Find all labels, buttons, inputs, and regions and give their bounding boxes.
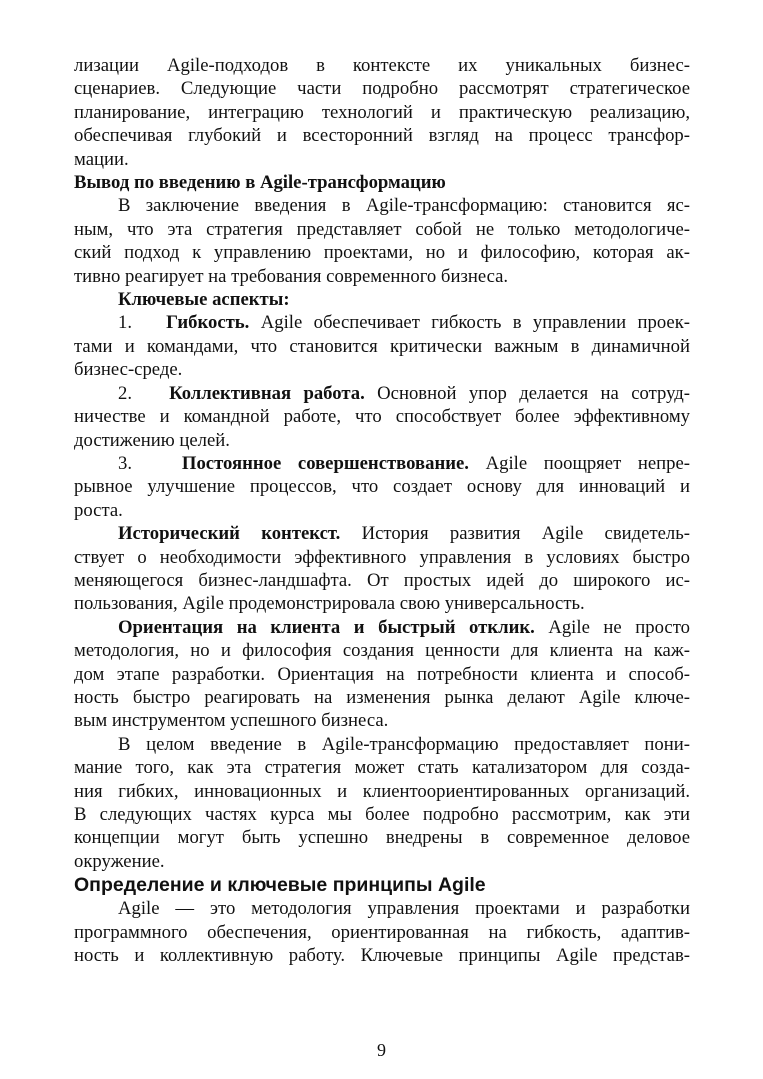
text-line [74,311,690,334]
text-line: ния гибких, инновационных и клиентоориентированных организаций. [74,780,690,802]
text-line: лизации Agile-подходов в контексте их уникальных бизнес- [74,55,690,76]
historic-context-paragraph [74,522,690,616]
text-line [74,616,690,639]
list-number: 2. [118,382,133,404]
list-item-text: Agile обеспечивает гибкость в управлении проек- [260,312,691,334]
client-orientation-paragraph [74,616,690,733]
section-heading-conclusion: Вывод по введению в Agile-трансформацию [74,172,446,194]
key-aspects-label: Ключевые аспекты: [118,289,290,311]
text-line: окружение. [74,850,165,872]
agile-definition-paragraph [74,897,690,967]
historic-context-title: Исторический контекст. [118,523,341,545]
summary-paragraph [74,733,690,873]
text-line: методология, но и философия создания ценности для клиента на каж- [74,640,690,662]
text-line: программного обеспечения, ориентированная на гибкость, адаптив- [74,921,690,943]
text-line: планирование, интеграцию технологий и практическую реализацию, [74,101,690,123]
list-item-text: Основной упор делается на сотруд- [377,382,690,404]
text-line: пользования, Agile продемонстрировала свою универсальность. [74,593,585,615]
list-item-title: Постоянное совершенствование. [181,452,469,474]
text-line: Agile — это методология управления проектами и разработки [118,898,690,920]
client-orientation-title: Ориентация на клиента и быстрый отклик. [118,616,535,638]
list-number: 1. [118,312,133,334]
list-item-text: Agile поощряет непре- [485,452,691,474]
text-line [74,382,690,405]
historic-context-text: История развития Agile свидетель- [361,523,691,545]
text-line: мание того, как эта стратегия может стать катализатором для созда- [74,757,690,779]
list-item-1 [74,311,690,381]
list-item-title: Гибкость. [166,312,250,334]
text-line: ность быстро реагировать на изменения рынка делают Agile ключе- [74,686,690,708]
text-line: мации. [74,148,129,170]
text-line: В целом введение в Agile-трансформацию предоставляет пони- [118,733,690,755]
text-line: В следующих частях курса мы более подробно рассмотрим, как эти [74,804,690,825]
text-line: ский подход к управлению проектами, но и философию, которая ак- [74,242,690,264]
client-orientation-text: Agile не просто [548,616,690,638]
text-line: концепции могут быть успешно внедрены в современное деловое [74,827,690,849]
text-line: достижению целей. [74,429,230,451]
text-line [74,522,690,545]
text-line: тами и командами, что становится критически важным в динамичной [74,335,690,357]
text-line: сценариев. Следующие части подробно рассмотрят стратегическое [74,78,690,100]
section-heading-agile-definition: Определение и ключевые принципы Agile [74,874,486,897]
text-line: В заключение введения в Agile-трансформацию: становится яс- [118,195,690,217]
text-line: меняющегося бизнес-ландшафта. От простых идей до широкого ис- [74,569,690,591]
list-item-3 [74,452,690,522]
text-line: тивно реагирует на требования современного бизнеса. [74,265,509,287]
intro-continuation-paragraph [74,54,690,171]
text-line: ность и коллективную работу. Ключевые принципы Agile представ- [74,945,690,967]
page-body [74,54,690,967]
text-line: дом этапе разработки. Ориентация на потребности клиента и способ- [74,663,690,685]
text-line: роста. [74,499,123,521]
conclusion-paragraph [74,194,690,288]
page-number: 9 [377,1040,386,1060]
list-number: 3. [118,452,133,474]
text-line: бизнес-среде. [74,359,183,381]
text-line: вым инструментом успешного бизнеса. [74,710,389,732]
key-aspects-heading [74,288,690,311]
text-line: рывное улучшение процессов, что создает основу для инноваций и [74,476,690,498]
text-line [74,452,690,475]
text-line: ствует о необходимости эффективного управления в условиях быстро [74,546,690,568]
list-item-2 [74,382,690,452]
text-line: обеспечивая глубокий и всесторонний взгляд на процесс трансфор- [74,125,690,147]
list-item-title: Коллективная работа. [169,382,365,404]
text-line: ным, что эта стратегия представляет собой не только методологиче- [74,218,690,240]
text-line: ничестве и командной работе, что способствует более эффективному [74,406,690,428]
